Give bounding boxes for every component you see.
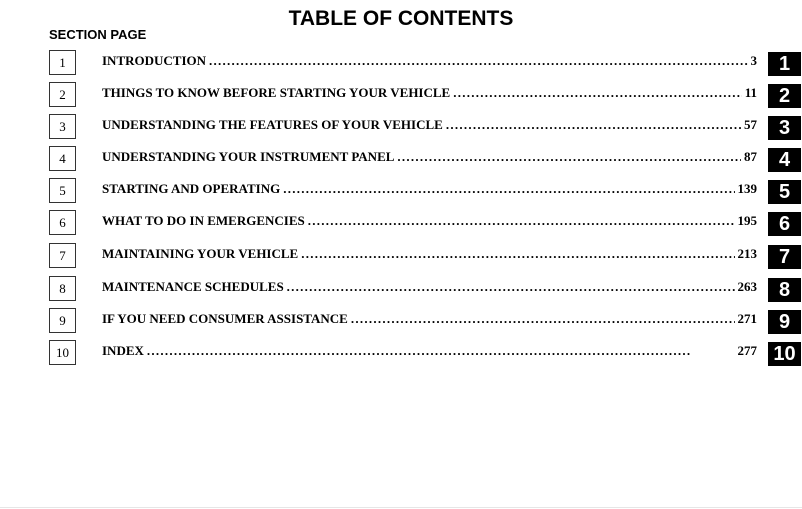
toc-entry[interactable]: [0, 82, 802, 110]
dot-leader: [301, 246, 734, 262]
section-number: 7: [49, 243, 76, 268]
section-number: 5: [49, 178, 76, 203]
section-title[interactable]: WHAT TO DO IN EMERGENCIES: [102, 213, 305, 228]
section-tab[interactable]: 2: [768, 84, 801, 108]
toc-entry[interactable]: [0, 178, 802, 206]
section-title[interactable]: INTRODUCTION: [102, 53, 207, 68]
section-tab[interactable]: 9: [768, 310, 801, 334]
page-title: TABLE OF CONTENTS: [288, 7, 514, 30]
dot-leader: [351, 311, 735, 327]
page-bottom-divider: [0, 507, 802, 508]
section-tab[interactable]: 3: [768, 116, 801, 140]
page-number: 87: [744, 149, 757, 164]
section-number: 8: [49, 276, 76, 301]
dot-leader: [287, 279, 735, 295]
toc-entry[interactable]: [0, 308, 802, 336]
section-number: 1: [49, 50, 76, 75]
dot-leader: [147, 343, 735, 359]
section-tab[interactable]: 6: [768, 212, 801, 236]
section-title[interactable]: MAINTAINING YOUR VEHICLE: [102, 246, 299, 261]
section-title[interactable]: IF YOU NEED CONSUMER ASSISTANCE: [102, 311, 348, 326]
section-number: 9: [49, 308, 76, 333]
section-tab[interactable]: 4: [768, 148, 801, 172]
section-title[interactable]: MAINTENANCE SCHEDULES: [102, 279, 284, 294]
page-number: 139: [737, 181, 757, 196]
toc-entry[interactable]: [0, 210, 802, 238]
page-number: 11: [744, 85, 757, 100]
page-number: 271: [737, 311, 757, 326]
section-number: 6: [49, 210, 76, 235]
dot-leader: [308, 213, 735, 229]
section-number: 3: [49, 114, 76, 139]
page-number: 213: [737, 246, 757, 261]
section-title[interactable]: UNDERSTANDING THE FEATURES OF YOUR VEHICLE: [102, 117, 443, 132]
section-tab[interactable]: 7: [768, 245, 801, 269]
dot-leader: [397, 149, 741, 165]
toc-entry[interactable]: [0, 146, 802, 174]
section-title[interactable]: STARTING AND OPERATING: [102, 181, 281, 196]
page-number: 277: [737, 343, 757, 358]
section-tab[interactable]: 5: [768, 180, 801, 204]
page-number: 57: [744, 117, 757, 132]
section-title[interactable]: INDEX: [102, 343, 144, 358]
toc-entry[interactable]: [0, 243, 802, 271]
section-tab[interactable]: 8: [768, 278, 801, 302]
section-tab[interactable]: 1: [768, 52, 801, 76]
toc-entry[interactable]: [0, 114, 802, 142]
section-title[interactable]: UNDERSTANDING YOUR INSTRUMENT PANEL: [102, 149, 395, 164]
dot-leader: [283, 181, 734, 197]
section-number: 10: [49, 340, 76, 365]
toc-entry[interactable]: [0, 340, 802, 368]
page-number: 263: [737, 279, 757, 294]
page-number: 3: [750, 53, 757, 68]
page-number: 195: [737, 213, 757, 228]
dot-leader: [453, 85, 741, 101]
section-number: 4: [49, 146, 76, 171]
section-number: 2: [49, 82, 76, 107]
section-tab[interactable]: 10: [768, 342, 801, 366]
dot-leader: [446, 117, 741, 133]
section-page-header: SECTION PAGE: [49, 27, 147, 42]
toc-entry[interactable]: [0, 50, 802, 78]
dot-leader: [209, 53, 747, 69]
section-title[interactable]: THINGS TO KNOW BEFORE STARTING YOUR VEHICLE: [102, 85, 451, 100]
toc-entry[interactable]: [0, 276, 802, 304]
